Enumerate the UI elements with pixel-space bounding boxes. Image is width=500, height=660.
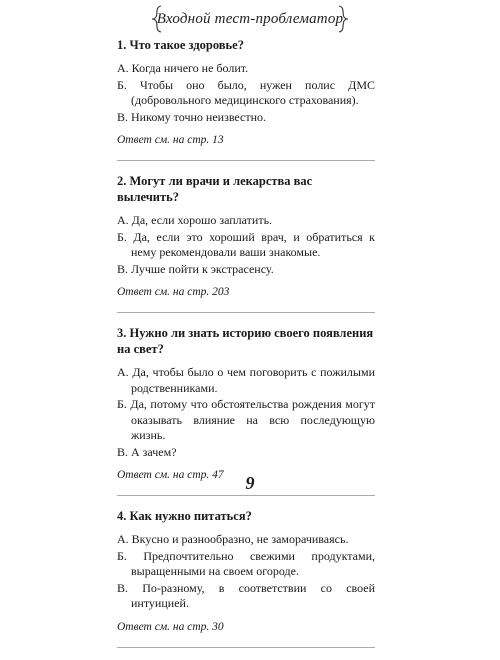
divider [117, 495, 375, 496]
question-block [117, 37, 375, 148]
section-title: Входной тест-проблематор [156, 10, 344, 27]
section-header [150, 4, 350, 34]
page-number: 9 [245, 473, 255, 493]
question-block [117, 173, 375, 300]
questions-list [117, 37, 375, 660]
answer-page-reference: Ответ см. на стр. 30 [117, 620, 224, 633]
answer-option: В. Никому точно неизвестно. [117, 109, 267, 124]
question-title: 2. Могут ли врачи и лекарства вас вылечить? [117, 174, 313, 204]
question-title: 4. Как нужно питаться? [117, 509, 252, 523]
question-title: 1. Что такое здоровье? [117, 38, 244, 52]
answer-option: А. Когда ничего не болит. [117, 61, 249, 75]
answer-option: А. Вкусно и разнообразно, не заморачиваясь. [117, 532, 349, 546]
answer-option: Б. Да, если это хороший врач, и обратиться к нему рекомендовали ваши знакомые. [117, 229, 375, 259]
answer-option: В. Лучше пойти к экстрасенсу. [117, 261, 274, 276]
divider [117, 312, 375, 313]
question-block [117, 508, 375, 635]
right-brace-ornament [336, 4, 350, 34]
question-block [117, 325, 375, 483]
answer-page-reference: Ответ см. на стр. 47 [117, 469, 224, 481]
left-brace-ornament [150, 4, 164, 34]
divider [117, 160, 375, 161]
answer-page-reference: Ответ см. на стр. 13 [117, 134, 224, 146]
answer-page-reference: Ответ см. на стр. 203 [117, 286, 230, 298]
answer-option: А. Да, чтобы было о чем поговорить с пожилыми родственниками. [117, 365, 375, 395]
answer-option: Б. Да, потому что обстоятельства рождения могут оказывать влияние на всю последующую жизнь. [117, 397, 375, 442]
answer-option: В. По-разному, в соответствии со своей интуицией. [117, 580, 375, 610]
question-title: 3. Нужно ли знать историю своего появления на свет? [117, 326, 374, 356]
answer-option: В. А зачем? [117, 444, 177, 459]
divider [117, 647, 375, 648]
answer-option: Б. Чтобы оно было, нужен полис ДМС (добровольного медицинского страхования). [117, 77, 375, 107]
answer-option: А. Да, если хорошо заплатить. [117, 213, 273, 227]
answer-option: Б. Предпочтительно свежими продуктами, выращенными на своем огороде. [117, 548, 375, 578]
